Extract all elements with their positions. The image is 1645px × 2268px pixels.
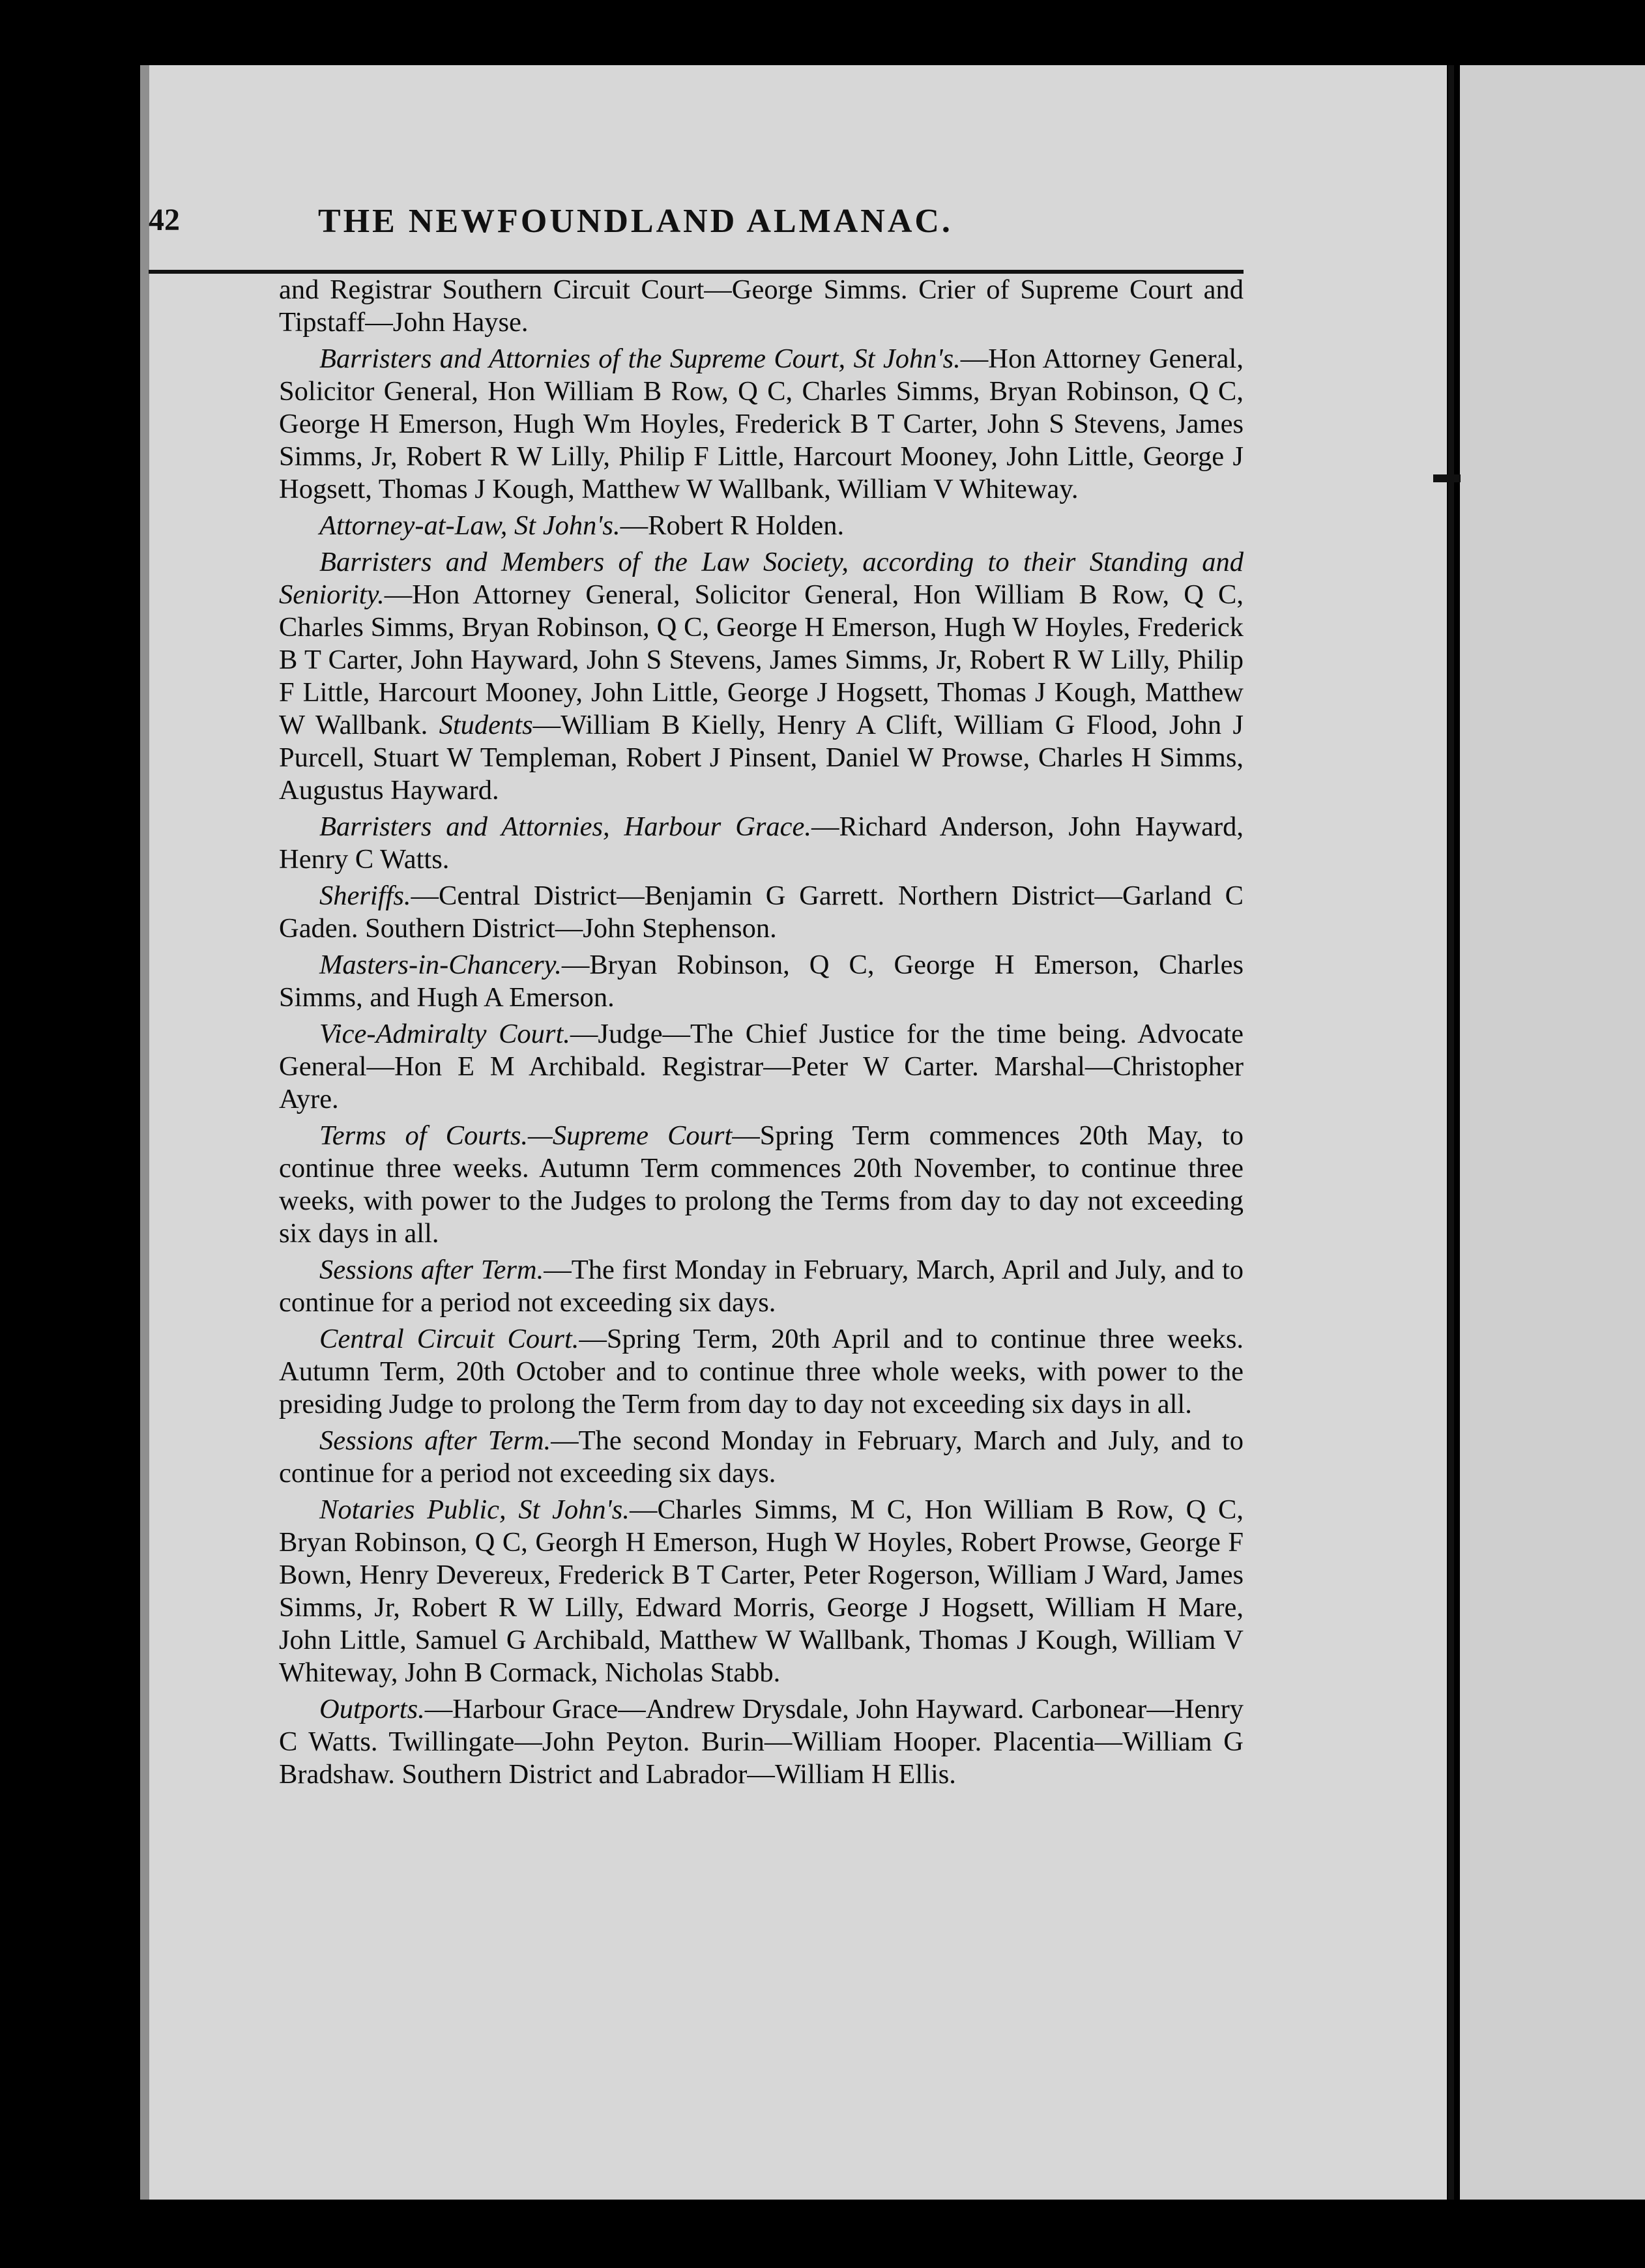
paragraph-masters-in-chancery [279,949,1244,1014]
paragraph-text: —Robert R Holden. [620,510,845,541]
gutter-mark [1433,474,1461,482]
paragraph-heading: Barristers and Attornies of the Supreme Court, St John's. [319,343,961,374]
paragraph-text-students: —William B Kielly, Henry A Clift, William G Flood, John J Purcell, Stuart W Templeman, Robert J Pinsent, Daniel W Prowse, Charles H Simms, Augustus Hayward. [279,710,1244,806]
paragraph-text: —The second Monday in February, March and July, and to continue for a period not exceeding six days. [279,1425,1244,1489]
paragraph-text: —Judge—The Chief Justice for the time being. Advocate General—Hon E M Archibald. Registrar—Peter W Carter. Marshal—Christopher Ayre. [279,1019,1244,1114]
paragraph-law-society [279,546,1244,807]
paragraph-central-circuit [279,1323,1244,1421]
paragraph-text: —Spring Term, 20th April and to continue three weeks. Autumn Term, 20th October and to continue three whole weeks, with power to the presiding Judge to prolong the Term from day to day not exceeding six days in all. [279,1324,1244,1419]
paragraph-text: —Spring Term commences 20th May, to continue three weeks. Autumn Term commences 20th November, to continue three weeks, with power to the Judges to prolong the Terms from day to day not exceeding six days in all. [279,1120,1244,1249]
paragraph-barristers-st-johns [279,343,1244,506]
paragraph-sessions-supreme [279,1254,1244,1319]
paragraph-registrar [279,274,1244,339]
paragraph-outports [279,1693,1244,1791]
page-edge-shadow [140,65,149,2200]
paragraph-text: —Bryan Robinson, Q C, George H Emerson, Charles Simms, and Hugh A Emerson. [279,950,1244,1013]
paragraph-attorney-at-law [279,510,1244,542]
paragraph-heading: Barristers and Attornies, Harbour Grace. [319,811,812,842]
gutter-line [1448,65,1454,2200]
paragraph-subheading-students: Students [439,710,533,740]
paragraph-text: —Richard Anderson, John Hayward, Henry C Watts. [279,811,1244,875]
paragraph-text: —Central District—Benjamin G Garrett. Northern District—Garland C Gaden. Southern District—John Stephenson. [279,880,1244,944]
paragraph-notaries-public [279,1494,1244,1689]
paragraph-heading: Attorney-at-Law, St John's. [319,510,620,541]
paragraph-heading: Sheriffs. [319,880,411,911]
paragraph-heading: Masters-in-Chancery. [319,950,562,980]
facing-page-edge [1460,65,1645,2200]
paragraph-terms-of-courts [279,1120,1244,1250]
paragraph-text: —Harbour Grace—Andrew Drysdale, John Hayward. Carbonear—Henry C Watts. Twillingate—John Peyton. Burin—William Hooper. Placentia—William G Bradshaw. Southern District and Labrador—William H Ellis. [279,1694,1244,1790]
paragraph-heading: Sessions after Term. [319,1255,544,1285]
paragraph-heading: Terms of Courts.—Supreme Court [319,1120,733,1151]
paragraph-text: —Hon Attorney General, Solicitor General, Hon William B Row, Q C, Charles Simms, Bryan Robinson, Q C, George H Emerson, Hugh W Hoyles, Frederick B T Carter, John Hayward, John S Stevens, James Simms, Jr, Robert R W Lilly, Philip F Little, Harcourt Mooney, John Little, George J Hogsett, Thomas J Kough, Matthew W Wallbank. [279,579,1244,740]
body-text [279,274,1244,1795]
paragraph-text: —The first Monday in February, March, April and July, and to continue for a period not exceeding six days. [279,1255,1244,1318]
paragraph-sheriffs [279,880,1244,945]
paragraph-heading: Central Circuit Court. [319,1324,579,1354]
paragraph-text: —Hon Attorney General, Solicitor General, Hon William B Row, Q C, Charles Simms, Bryan Robinson, Q C, George H Emerson, Hugh Wm Hoyles, Frederick B T Carter, John S Stevens, James Simms, Jr, Robert R W Lilly, Philip F Little, Harcourt Mooney, John Little, George J Hogsett, Thomas J Kough, Matthew W Wallbank, William V Whiteway. [279,343,1244,504]
paragraph-heading: Vice-Admiralty Court. [319,1019,570,1049]
page-number: 42 [149,203,180,237]
paragraph-text: and Registrar Southern Circuit Court—George Simms. Crier of Supreme Court and Tipstaff—John Hayse. [279,274,1244,338]
paragraph-harbour-grace-barristers [279,811,1244,876]
paragraph-heading: Notaries Public, St John's. [319,1494,630,1525]
paragraph-sessions-central [279,1425,1244,1490]
paragraph-text: —Charles Simms, M C, Hon William B Row, Q C, Bryan Robinson, Q C, Georgh H Emerson, Hugh W Hoyles, Robert Prowse, George F Bown, Henry Devereux, Frederick B T Carter, Peter Rogerson, William J Ward, James Simms, Jr, Robert R W Lilly, Edward Morris, George J Hogsett, William H Mare, John Little, Samuel G Archibald, Matthew W Wallbank, Thomas J Kough, William V Whiteway, John B Cormack, Nicholas Stabb. [279,1494,1244,1688]
paragraph-heading: Barristers and Members of the Law Society, according to their Standing and Seniority. [279,547,1244,610]
running-header [149,130,1257,240]
paragraph-heading: Sessions after Term. [319,1425,551,1456]
paragraph-heading: Outports. [319,1694,425,1724]
running-title: THE NEWFOUNDLAND ALMANAC. [318,203,953,240]
paragraph-vice-admiralty [279,1018,1244,1116]
